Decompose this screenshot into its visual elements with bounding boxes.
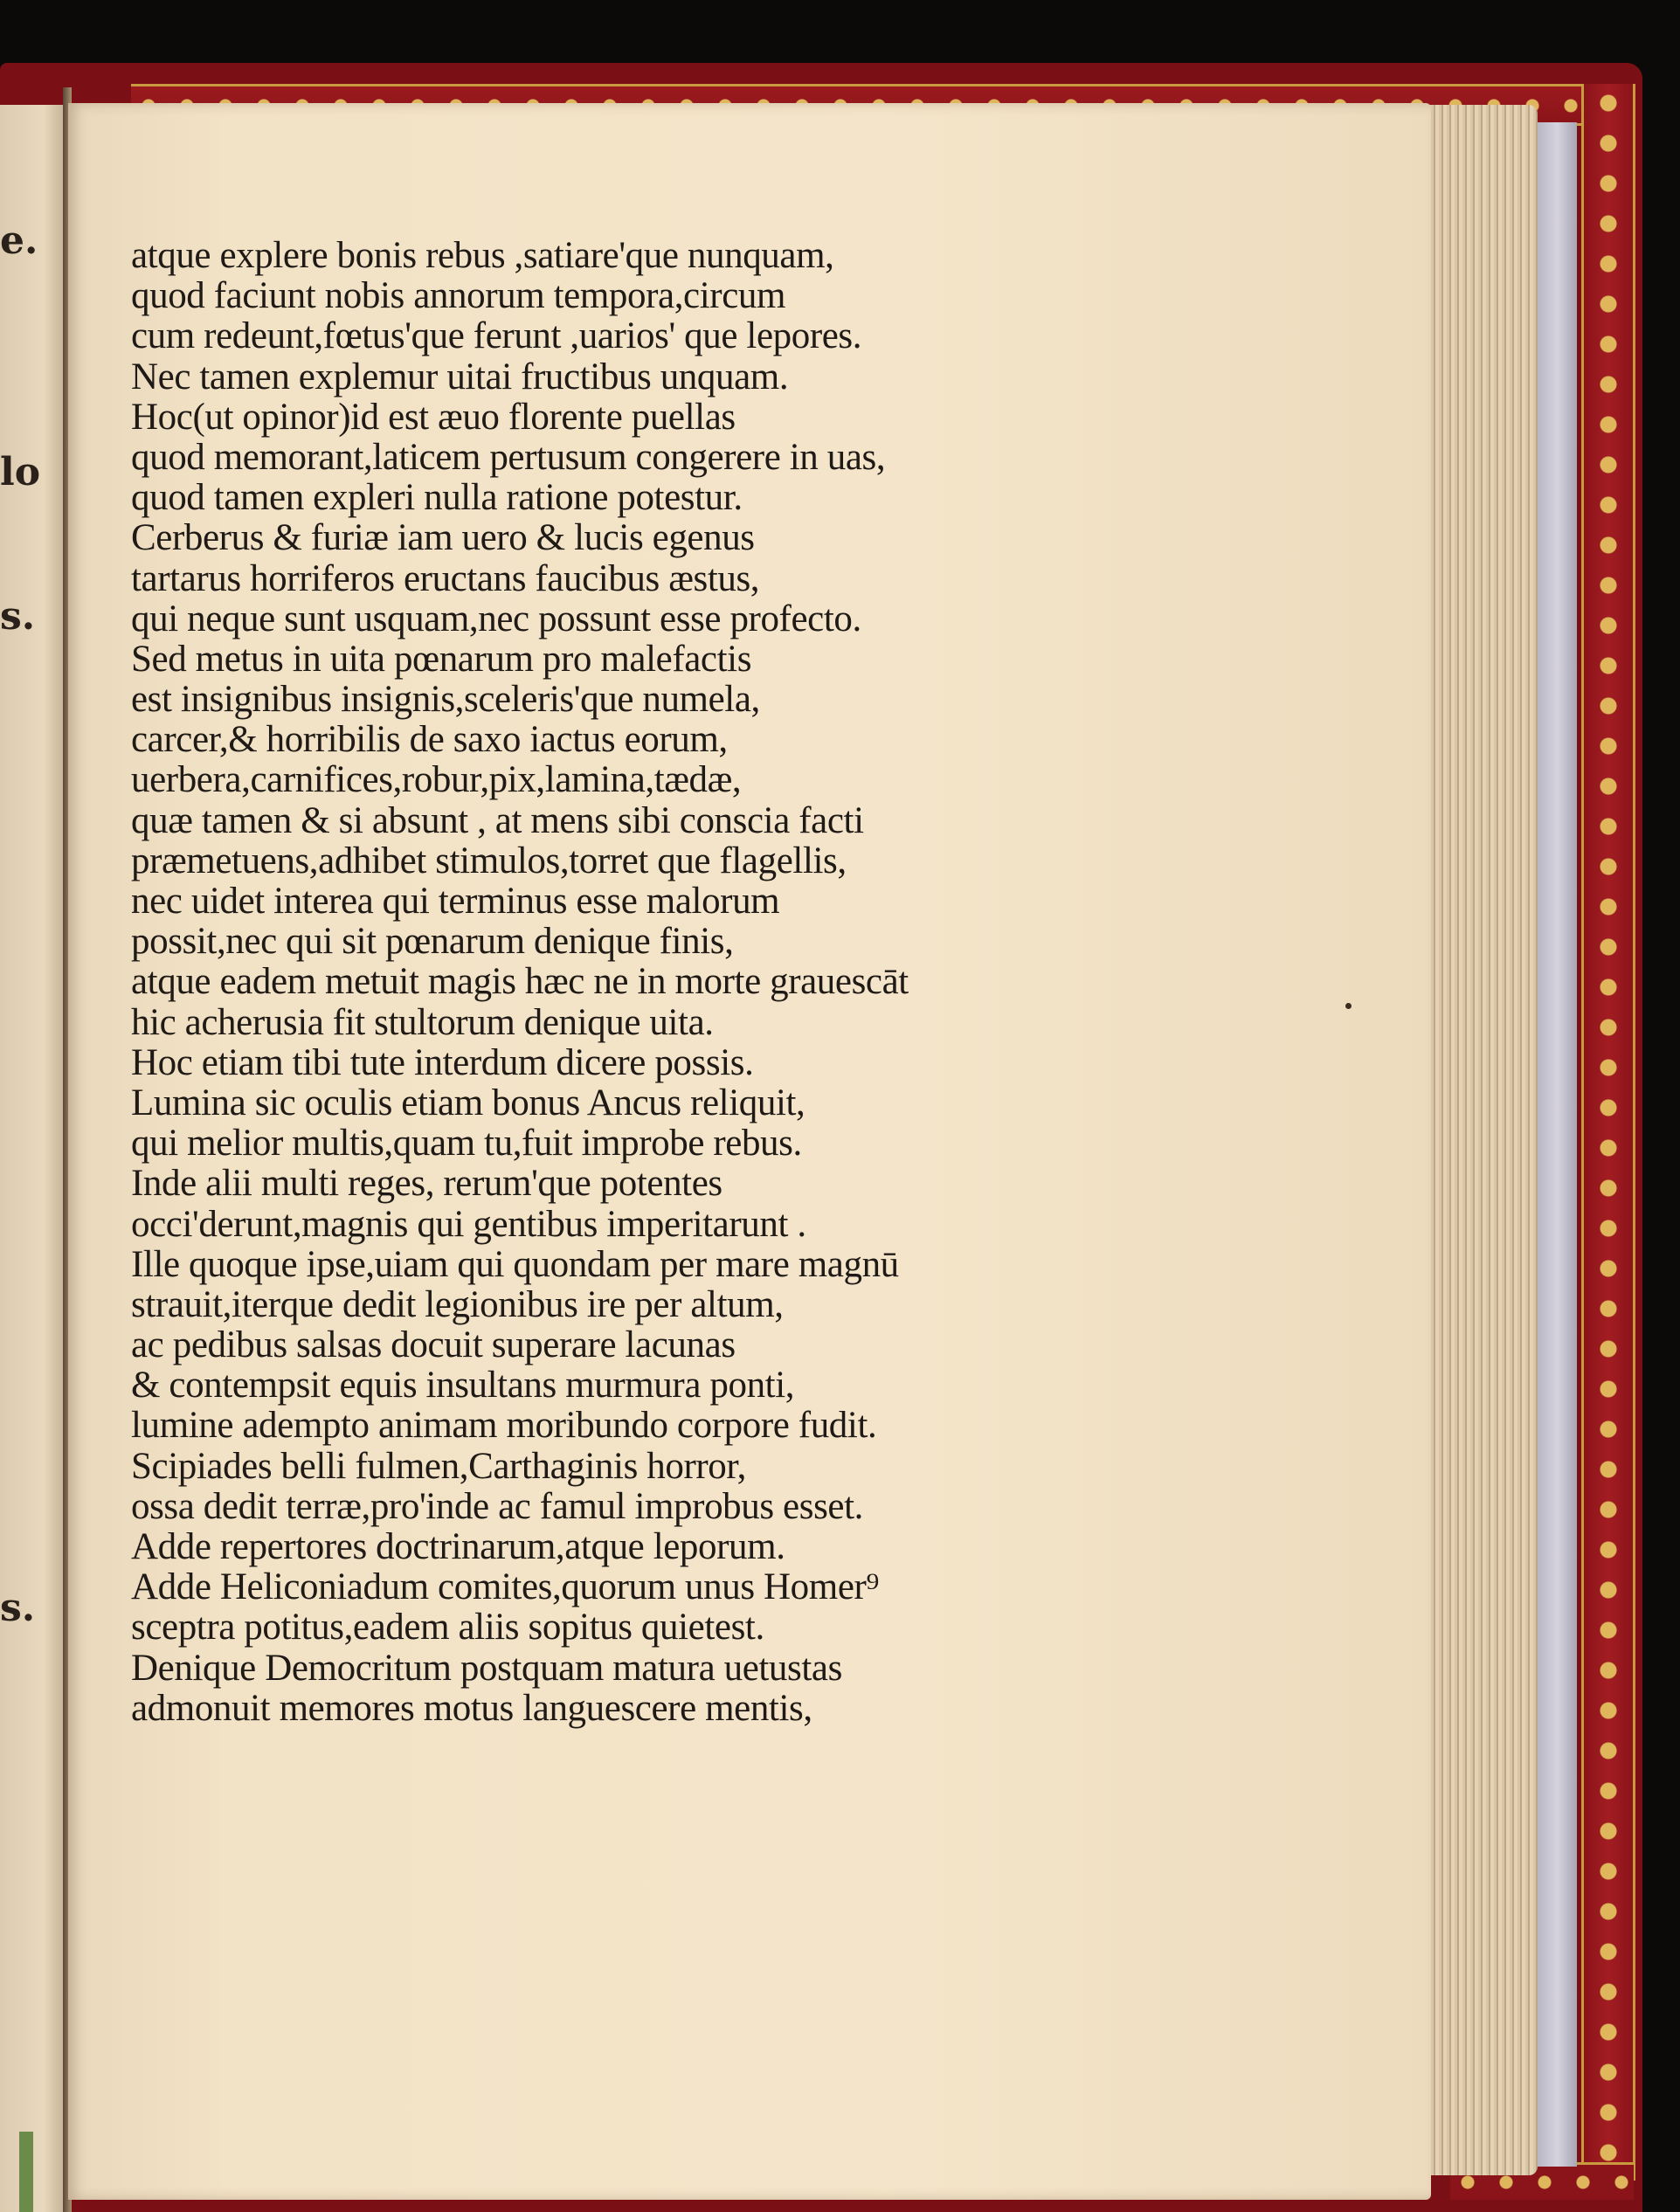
page-edges xyxy=(1415,105,1538,2175)
verse-line: & contempsit equis insultans murmura ponti, xyxy=(131,1365,795,1407)
gilt-border-right xyxy=(1581,84,1635,2181)
verse-line: Sed metus in uita pœnarum pro malefactis xyxy=(131,638,752,680)
verse-line: Cerberus & furiæ iam uero & lucis egenus xyxy=(131,517,755,559)
verse-line: quod memorant,laticem pertusum congerere in uas, xyxy=(131,436,886,478)
facing-page-fragment: s. xyxy=(0,594,36,639)
verse-line: cum redeunt,fœtus'que ferunt ,uarios' que lepores. xyxy=(131,315,862,357)
verse-line: carcer,& horribilis de saxo iactus eorum, xyxy=(131,719,728,761)
ink-speck xyxy=(1345,1003,1352,1009)
verse-line: qui neque sunt usquam,nec possunt esse profecto. xyxy=(131,598,861,639)
verse-line: quod tamen expleri nulla ratione potestur. xyxy=(131,477,743,519)
verse-line: lumine adempto animam moribundo corpore fudit. xyxy=(131,1405,877,1447)
verse-line: hic acherusia fit stultorum denique uita. xyxy=(131,1001,714,1043)
verse-line: possit,nec qui sit pœnarum denique finis, xyxy=(131,921,734,963)
verse-line: nec uidet interea qui terminus esse malorum xyxy=(131,881,780,922)
facing-page-fragment: s. xyxy=(0,1586,36,1630)
verse-line: strauit,iterque dedit legionibus ire per altum, xyxy=(131,1283,784,1325)
verse-line: Hoc etiam tibi tute interdum dicere possis. xyxy=(131,1041,754,1083)
facing-page-fragment: lo xyxy=(0,450,41,494)
verse-text-block xyxy=(131,236,1144,1729)
verse-line: atque explere bonis rebus ,satiare'que nunquam, xyxy=(131,235,834,276)
paste-down-endpaper xyxy=(1538,122,1577,2167)
verse-line: sceptra potitus,eadem aliis sopitus quietest. xyxy=(131,1607,764,1649)
verse-line: ac pedibus salsas docuit superare lacunas xyxy=(131,1324,736,1366)
verse-line: admonuit memores motus languescere mentis, xyxy=(131,1687,812,1729)
verse-line: uerbera,carnifices,robur,pix,lamina,tædæ, xyxy=(131,759,742,801)
verse-line: tartarus horriferos eructans faucibus æstus, xyxy=(131,557,760,599)
verse-line: Nec tamen explemur uitai fructibus unquam. xyxy=(131,356,789,397)
verse-line: Scipiades belli fulmen,Carthaginis horror, xyxy=(131,1445,746,1487)
verse-line: Hoc(ut opinor)id est æuo florente puellas xyxy=(131,396,736,438)
verse-line: qui melior multis,quam tu,fuit improbe rebus. xyxy=(131,1123,802,1165)
verse-line: Adde repertores doctrinarum,atque leporum. xyxy=(131,1526,785,1567)
verse-line: Adde Heliconiadum comites,quorum unus Homer⁹ xyxy=(131,1566,880,1608)
verse-line: atque eadem metuit magis hæc ne in morte grauescāt xyxy=(131,961,909,1003)
verse-line: Lumina sic oculis etiam bonus Ancus reliquit, xyxy=(131,1082,805,1123)
verse-line: quæ tamen & si absunt , at mens sibi conscia facti xyxy=(131,799,864,841)
verse-line: est insignibus insignis,sceleris'que numela, xyxy=(131,679,760,721)
book-page xyxy=(68,103,1431,2200)
verse-line: ossa dedit terræ,pro'inde ac famul improbus esset. xyxy=(131,1485,863,1527)
facing-page-fragment: e. xyxy=(0,218,38,263)
verse-line: Ille quoque ipse,uiam qui quondam per mare magnū xyxy=(131,1243,899,1285)
verse-line: Inde alii multi reges, rerum'que potentes xyxy=(131,1163,722,1205)
facing-page-edge xyxy=(0,105,63,2212)
verse-line: præmetuens,adhibet stimulos,torret que flagellis, xyxy=(131,840,847,881)
verse-line: quod faciunt nobis annorum tempora,circum xyxy=(131,275,786,317)
verse-line: occi'derunt,magnis qui gentibus imperitarunt . xyxy=(131,1203,806,1245)
verse-line: Denique Democritum postquam matura uetustas xyxy=(131,1647,842,1689)
ribbon-bookmark xyxy=(19,2132,33,2212)
